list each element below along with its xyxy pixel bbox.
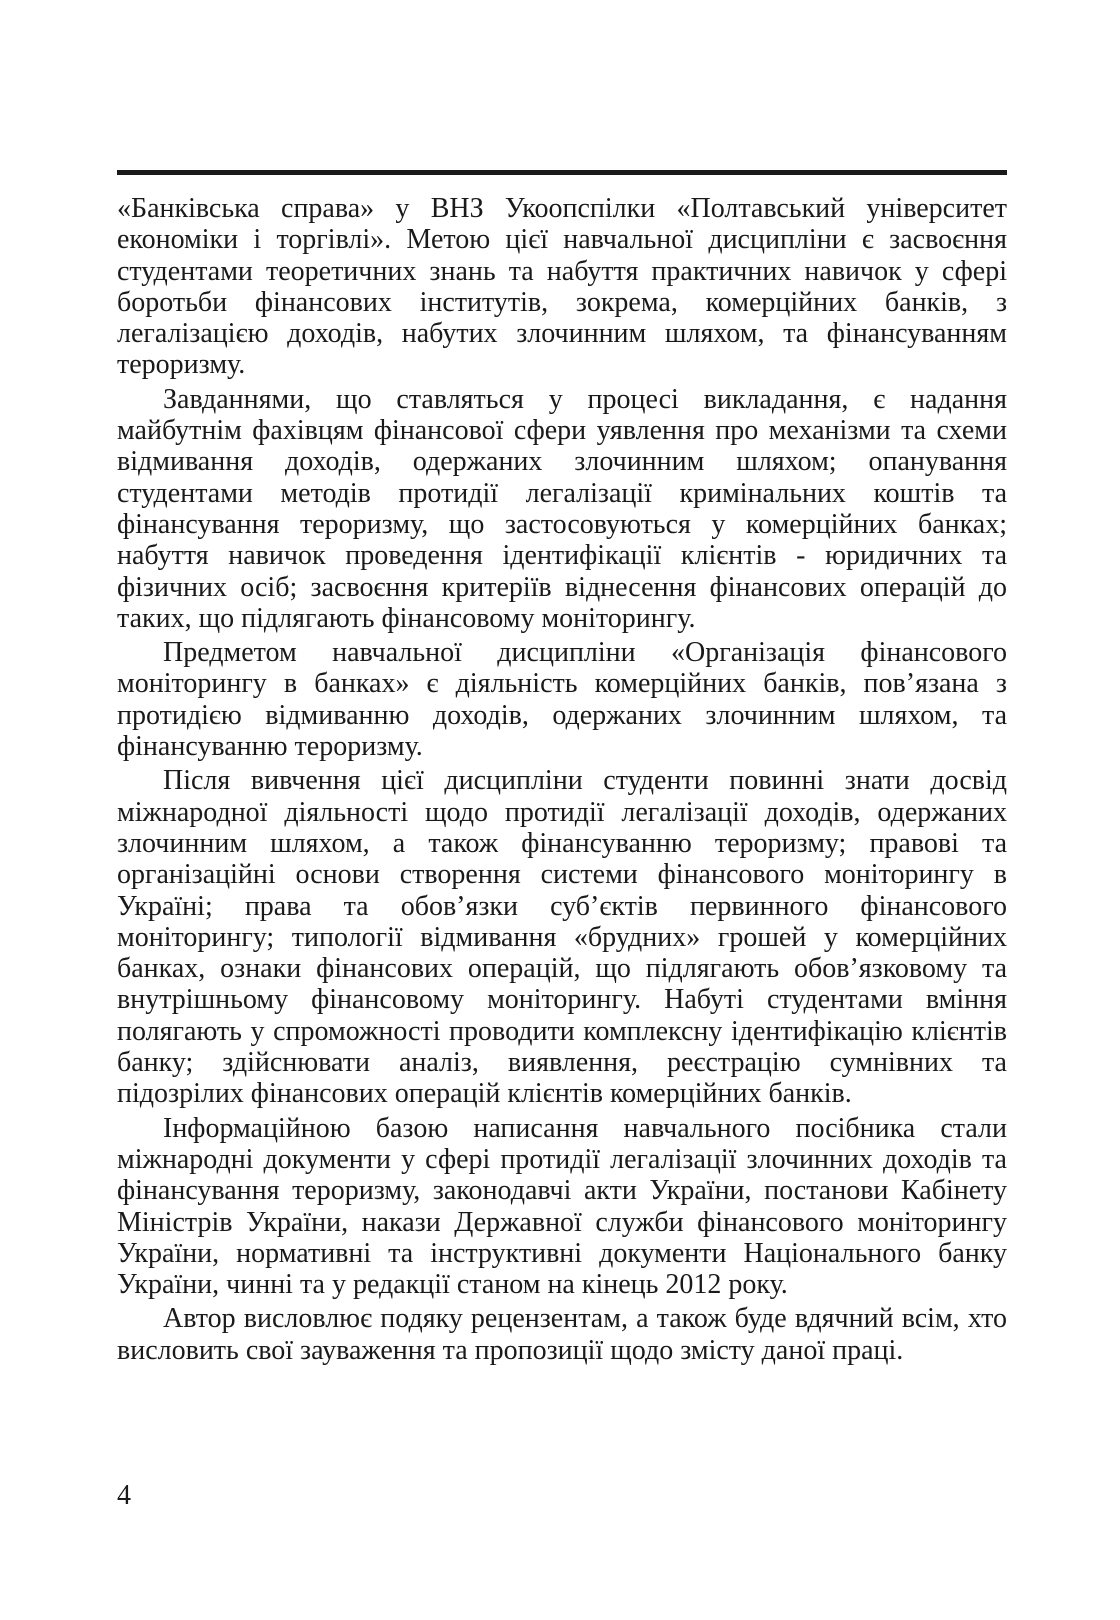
- body-text: [117, 193, 1007, 1369]
- paragraph-acknowledgement: Автор висловлює подяку рецензентам, а також буде вдячний всім, хто висловить свої зауваження та пропозиції щодо змісту даної праці.: [117, 1303, 1007, 1366]
- paragraph-tasks: Завданнями, що ставляться у процесі викладання, є надання майбутнім фахівцям фінансової сфери уявлення про механізми та схеми відмивання доходів, одержаних злочинним шляхом; опанування студентами методів протидії легалізації кримінальних коштів та фінансування тероризму, що застосовуються у комерційних банках; набуття навичок проведення ідентифікації клієнтів - юридичних та фізичних осіб; засвоєння критеріїв віднесення фінансових операцій до таких, що підлягають фінансовому моніторингу.: [117, 383, 1007, 634]
- paragraph-outcomes: Після вивчення цієї дисципліни студенти повинні знати досвід міжнародної діяльності щодо протидії легалізації доходів, одержаних злочинним шляхом, а також фінансуванню тероризму; правові та організаційні основи створення системи фінансового моніторингу в Україні; права та обов’язки суб’єктів первинного фінансового моніторингу; типології відмивання «брудних» грошей у комерційних банках, ознаки фінансових операцій, що підлягають обов’язковому та внутрішньому фінансовому моніторингу. Набуті студентами вміння полягають у спроможності проводити комплексну ідентифікацію клієнтів банку; здійснювати аналіз, виявлення, реєстрацію сумнівних та підозрілих фінансових операцій клієнтів комерційних банків.: [117, 765, 1007, 1110]
- paragraph-sources: Інформаційною базою написання навчального посібника стали міжнародні документи у сфері протидії легалізації злочинних доходів та фінансування тероризму, законодавчі акти України, постанови Кабінету Міністрів України, накази Державної служби фінансового моніторингу України, нормативні та інструктивні документи Національного банку України, чинні та у редакції станом на кінець 2012 року.: [117, 1112, 1007, 1301]
- page-number: 4: [117, 1480, 131, 1511]
- header-rule: [117, 170, 1007, 175]
- paragraph-subject: Предметом навчальної дисципліни «Організація фінансового моніторингу в банках» є діяльність комерційних банків, пов’язана з протидією відмиванню доходів, одержаних злочинним шляхом, та фінансуванню тероризму.: [117, 637, 1007, 763]
- paragraph-continuation: «Банківська справа» у ВНЗ Укоопспілки «Полтавський університет економіки і торгівлі». Метою цієї навчальної дисципліни є засвоєння студентами теоретичних знань та набуття практичних навичок у сфері боротьби фінансових інститутів, зокрема, комерційних банків, з легалізацією доходів, набутих злочинним шляхом, та фінансуванням тероризму.: [117, 193, 1007, 381]
